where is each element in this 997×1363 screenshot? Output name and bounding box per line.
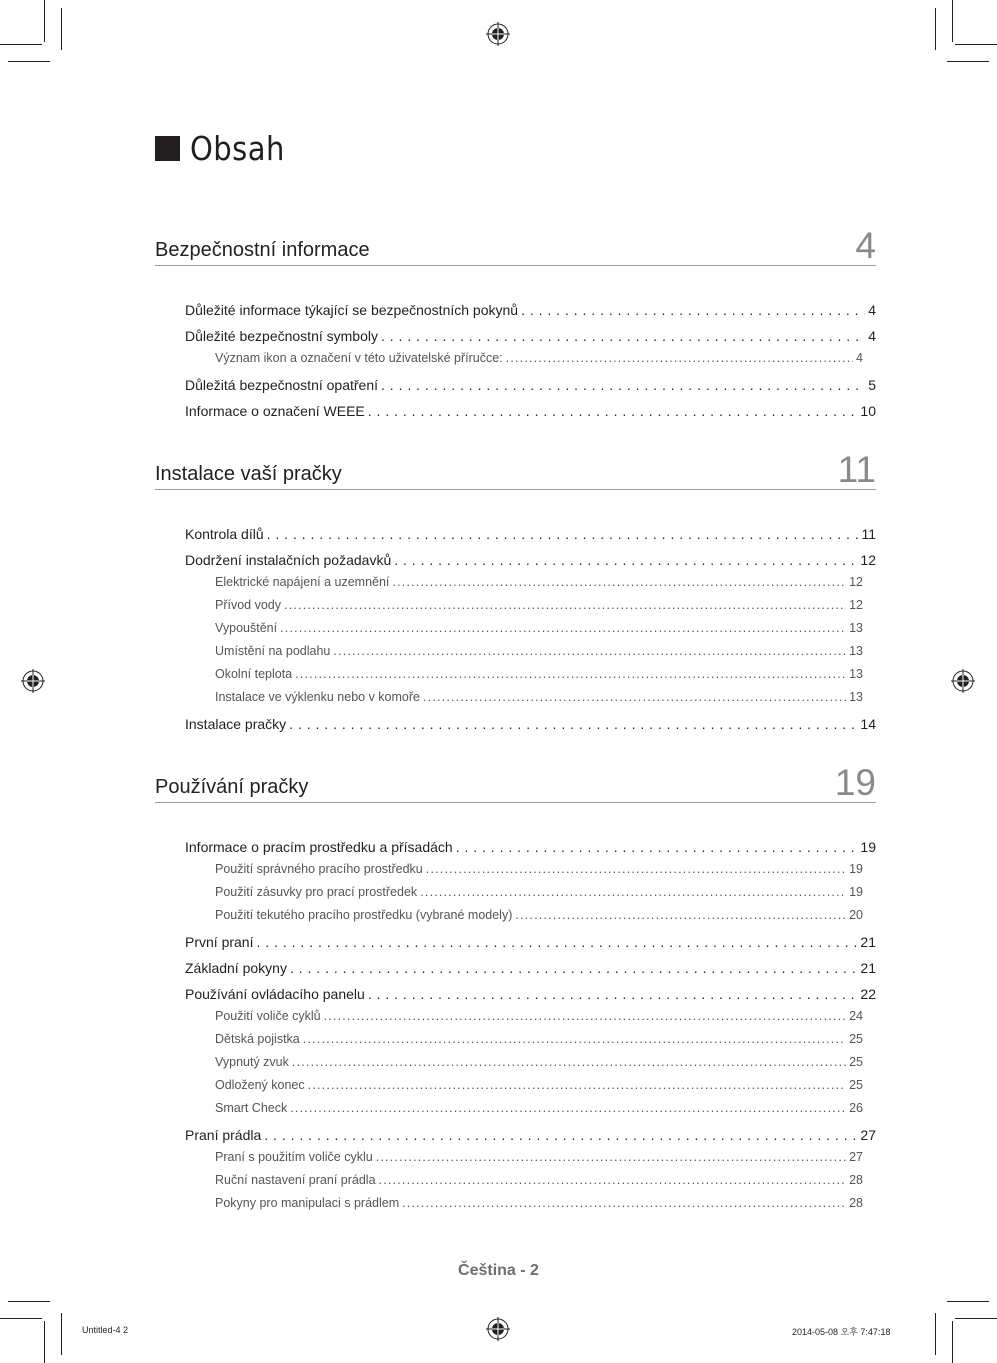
toc-entry-page: 25 [849, 1078, 863, 1092]
toc-entry-label: Odložený konec [215, 1078, 305, 1092]
toc-section [155, 225, 876, 419]
crop-mark [947, 1301, 989, 1302]
toc-entry-page: 26 [849, 1101, 863, 1115]
crop-mark [61, 1313, 62, 1355]
section-title: Instalace vaší pračky [155, 463, 342, 485]
toc-subentry [215, 598, 863, 612]
toc-entry-label: Základní pokyny [185, 960, 287, 976]
dot-leader [324, 1009, 846, 1023]
toc-entry-label: Praní s použitím voliče cyklu [215, 1150, 373, 1164]
toc-entry-label: Instalace pračky [185, 716, 287, 732]
toc-subentry [215, 690, 863, 704]
toc-entry-page: 10 [860, 403, 876, 419]
toc-entry-page: 19 [860, 839, 876, 855]
dot-leader [295, 667, 846, 681]
toc-entry-page: 21 [860, 934, 876, 950]
toc-subentry [215, 667, 863, 681]
crop-mark [935, 8, 936, 50]
toc-entry-label: Dodržení instalačních požadavků [185, 552, 392, 568]
dot-leader [368, 986, 858, 1002]
toc-entry-page: 24 [849, 1009, 863, 1023]
section-page-number: 11 [837, 449, 876, 490]
toc-entry-label: Elektrické napájení a uzemnění [215, 575, 390, 589]
dot-leader [381, 328, 865, 344]
toc-entry-label: Kontrola dílů [185, 526, 264, 542]
page-title [155, 126, 298, 170]
dot-leader [376, 1150, 846, 1164]
toc-subentry [215, 1009, 863, 1023]
toc-entry-label: Důležitá bezpečnostní opatření [185, 377, 379, 393]
toc-entry-label: Smart Check [215, 1101, 288, 1115]
crop-mark [955, 1318, 997, 1319]
print-slug-left: Untitled-4 2 [82, 1325, 129, 1335]
toc-entry [185, 960, 876, 976]
toc-entry-label: Vypouštění [215, 621, 278, 635]
toc-entry-page: 13 [849, 690, 863, 704]
toc-entry-label: Používání ovládacího panelu [185, 986, 365, 1002]
toc-subentry [215, 885, 863, 899]
toc-entry-page: 22 [860, 986, 876, 1002]
dot-leader [426, 862, 846, 876]
toc-entry [185, 1127, 876, 1143]
toc-entry-page: 4 [856, 351, 863, 365]
dot-leader [280, 621, 846, 635]
dot-leader [381, 377, 865, 393]
dot-leader [420, 885, 846, 899]
toc-entry-page: 4 [868, 302, 876, 318]
crop-mark [0, 1318, 42, 1319]
toc-entry-label: Použití voliče cyklů [215, 1009, 321, 1023]
toc-entry-page: 27 [849, 1150, 863, 1164]
toc-entry-label: Umístění na podlahu [215, 644, 331, 658]
toc-entry [185, 934, 876, 950]
page-footer: Čeština - 2 [458, 1262, 539, 1279]
toc-entry [185, 552, 876, 568]
toc-subentry [215, 1032, 863, 1046]
toc-subentry [215, 862, 863, 876]
toc-entry-label: Vypnutý zvuk [215, 1055, 289, 1069]
toc-entry-page: 25 [849, 1032, 863, 1046]
toc-entry-page: 5 [868, 377, 876, 393]
toc-entry-page: 14 [860, 716, 876, 732]
toc-entry-page: 12 [849, 598, 863, 612]
dot-leader [256, 934, 857, 950]
toc-subentry [215, 1101, 863, 1115]
toc-entry [185, 377, 876, 393]
dot-leader [521, 302, 865, 318]
dot-leader [456, 839, 858, 855]
section-page-number: 4 [855, 225, 876, 266]
crop-mark [947, 61, 989, 62]
toc-subentry [215, 351, 863, 365]
toc-entry-label: Informace o označení WEEE [185, 403, 365, 419]
toc-subentry [215, 1150, 863, 1164]
dot-leader [402, 1196, 846, 1210]
dot-leader [392, 575, 846, 589]
toc-subentry [215, 644, 863, 658]
toc-entry-page: 13 [849, 621, 863, 635]
toc-subentry [215, 1173, 863, 1187]
section-header [155, 225, 876, 266]
toc-entry-page: 19 [849, 862, 863, 876]
toc-subentry [215, 908, 863, 922]
dot-leader [303, 1032, 846, 1046]
crop-mark [61, 8, 62, 50]
dot-leader [267, 526, 859, 542]
toc-subentry [215, 1055, 863, 1069]
toc-entry-label: Použití zásuvky pro prací prostředek [215, 885, 418, 899]
title-square-icon [155, 136, 180, 161]
toc-entry-page: 12 [860, 552, 876, 568]
section-title: Používání pračky [155, 776, 309, 798]
toc-entry-label: Praní prádla [185, 1127, 262, 1143]
toc-entry-label: Instalace ve výklenku nebo v komoře [215, 690, 420, 704]
toc-entry-label: Použití tekutého pracího prostředku (vybrané modely) [215, 908, 513, 922]
toc-entry-label: První praní [185, 934, 254, 950]
dot-leader [394, 552, 857, 568]
crop-mark [8, 61, 50, 62]
dot-leader [379, 1173, 847, 1187]
dot-leader [292, 1055, 846, 1069]
toc-entry-label: Dětská pojistka [215, 1032, 300, 1046]
toc-subentry [215, 621, 863, 635]
crop-mark [0, 44, 42, 45]
registration-mark-icon [486, 22, 510, 46]
toc-entry-page: 28 [849, 1173, 863, 1187]
toc-entry [185, 403, 876, 419]
dot-leader [290, 1101, 846, 1115]
registration-mark-icon [21, 669, 45, 693]
toc-entry-page: 4 [868, 328, 876, 344]
toc-entry [185, 986, 876, 1002]
toc-entry-label: Přívod vody [215, 598, 282, 612]
section-header [155, 762, 876, 803]
toc-entry [185, 302, 876, 318]
toc-entry-page: 11 [861, 526, 876, 542]
dot-leader [290, 960, 857, 976]
toc-entry-page: 21 [860, 960, 876, 976]
toc-entry-page: 13 [849, 667, 863, 681]
toc-entry [185, 328, 876, 344]
toc-entry [185, 716, 876, 732]
crop-mark [952, 0, 953, 42]
dot-leader [506, 351, 853, 365]
toc-entry-label: Ruční nastavení praní prádla [215, 1173, 376, 1187]
print-slug-right: 2014-05-08 오후 7:47:18 [792, 1327, 891, 1337]
crop-mark [44, 1321, 45, 1363]
dot-leader [515, 908, 846, 922]
toc-subentry [215, 575, 863, 589]
crop-mark [955, 44, 997, 45]
toc-entry-label: Důležité informace týkající se bezpečnostních pokynů [185, 302, 519, 318]
toc-section [155, 449, 876, 732]
toc-entry [185, 839, 876, 855]
toc-entry-page: 25 [849, 1055, 863, 1069]
toc-entry-label: Použití správného pracího prostředku [215, 862, 423, 876]
toc-entry-page: 27 [860, 1127, 876, 1143]
toc-section [155, 762, 876, 1210]
dot-leader [264, 1127, 857, 1143]
crop-mark [44, 0, 45, 42]
crop-mark [935, 1313, 936, 1355]
toc-subentry [215, 1078, 863, 1092]
dot-leader [423, 690, 846, 704]
dot-leader [289, 716, 857, 732]
toc-entry-page: 12 [849, 575, 863, 589]
toc-entry-page: 13 [849, 644, 863, 658]
toc-entry-label: Informace o pracím prostředku a přísadách [185, 839, 453, 855]
dot-leader [368, 403, 858, 419]
section-header [155, 449, 876, 490]
section-page-number: 19 [834, 762, 876, 803]
toc-subentry [215, 1196, 863, 1210]
registration-mark-icon [486, 1317, 510, 1341]
toc-entry-page: 20 [849, 908, 863, 922]
dot-leader [284, 598, 846, 612]
crop-mark [8, 1301, 50, 1302]
toc-entry-label: Důležité bezpečnostní symboly [185, 328, 378, 344]
dot-leader [308, 1078, 846, 1092]
toc-entry-label: Pokyny pro manipulaci s prádlem [215, 1196, 400, 1210]
toc-entry-page: 19 [849, 885, 863, 899]
registration-mark-icon [951, 669, 975, 693]
section-title: Bezpečnostní informace [155, 239, 370, 261]
toc-entry-label: Okolní teplota [215, 667, 293, 681]
toc-entry [185, 526, 876, 542]
crop-mark [952, 1321, 953, 1363]
page-title-text: Obsah [190, 128, 285, 168]
toc-entry-label: Význam ikon a označení v této uživatelské příručce: [215, 351, 503, 365]
dot-leader [333, 644, 846, 658]
toc-entry-page: 28 [849, 1196, 863, 1210]
